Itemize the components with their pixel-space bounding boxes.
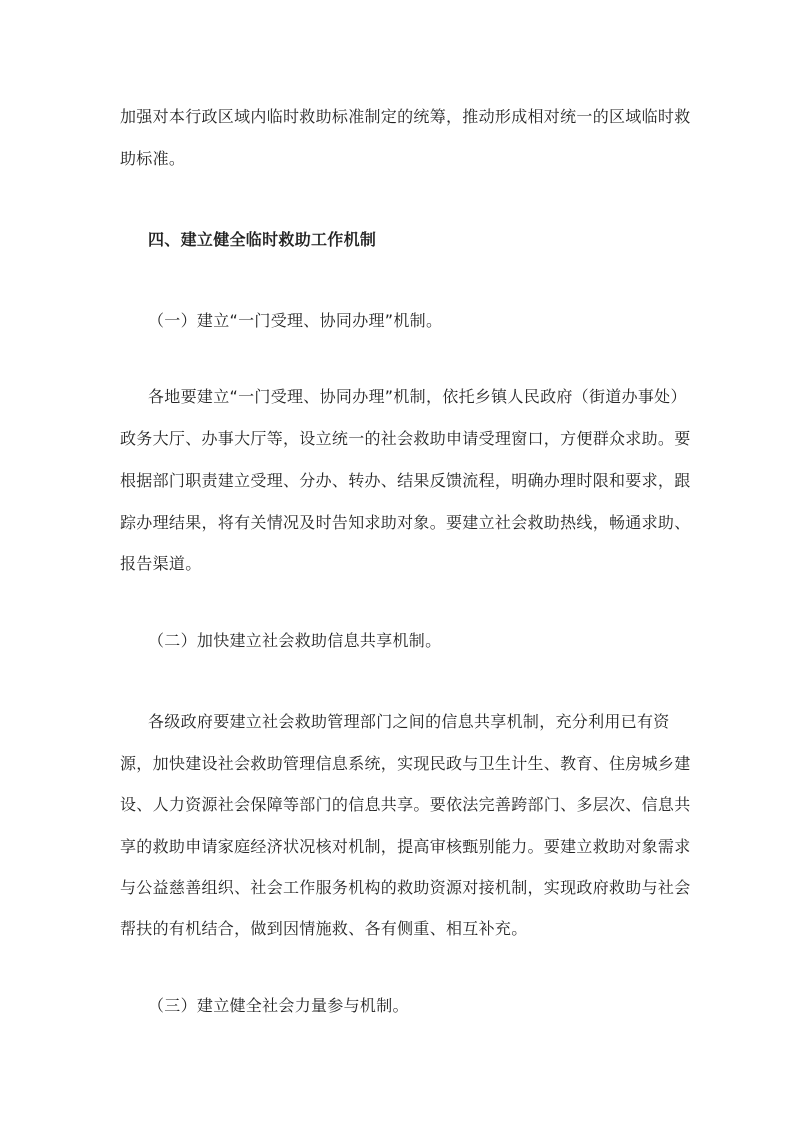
paragraph-line: 助标准。 bbox=[120, 149, 186, 168]
subsection-heading: （二）加快建立社会救助信息共享机制。 bbox=[148, 631, 442, 650]
paragraph-line: 享的救助申请家庭经济状况核对机制，提高审核甄别能力。要建立救助对象需求 bbox=[120, 837, 691, 856]
paragraph-line: 踪办理结果，将有关情况及时告知求助对象。要建立社会救助热线，畅通求助、 bbox=[120, 513, 691, 532]
subsection-heading: （一）建立“一门受理、协同办理”机制。 bbox=[148, 311, 443, 330]
paragraph-line: 各地要建立“一门受理、协同办理”机制，依托乡镇人民政府（街道办事处） bbox=[148, 387, 687, 406]
paragraph-line: 帮扶的有机结合，做到因情施救、各有侧重、相互补充。 bbox=[120, 919, 528, 938]
paragraph-line: 设、人力资源社会保障等部门的信息共享。要依法完善跨部门、多层次、信息共 bbox=[120, 795, 691, 814]
paragraph-line: 报告渠道。 bbox=[120, 554, 202, 573]
paragraph-line: 各级政府要建立社会救助管理部门之间的信息共享机制，充分利用已有资 bbox=[148, 712, 670, 731]
subsection-heading: （三）建立健全社会力量参与机制。 bbox=[148, 996, 409, 1015]
paragraph-line: 与公益慈善组织、社会工作服务机构的救助资源对接机制，实现政府救助与社会 bbox=[120, 878, 691, 897]
paragraph-line: 源，加快建设社会救助管理信息系统，实现民政与卫生计生、教育、住房城乡建 bbox=[120, 754, 691, 773]
paragraph-line: 根据部门职责建立受理、分办、转办、结果反馈流程，明确办理时限和要求，跟 bbox=[120, 471, 691, 490]
paragraph-line: 加强对本行政区域内临时救助标准制定的统筹，推动形成相对统一的区域临时救 bbox=[120, 107, 691, 126]
paragraph-line: 政务大厅、办事大厅等，设立统一的社会救助申请受理窗口，方便群众求助。要 bbox=[120, 429, 691, 448]
section-heading: 四、建立健全临时救助工作机制 bbox=[148, 230, 377, 249]
